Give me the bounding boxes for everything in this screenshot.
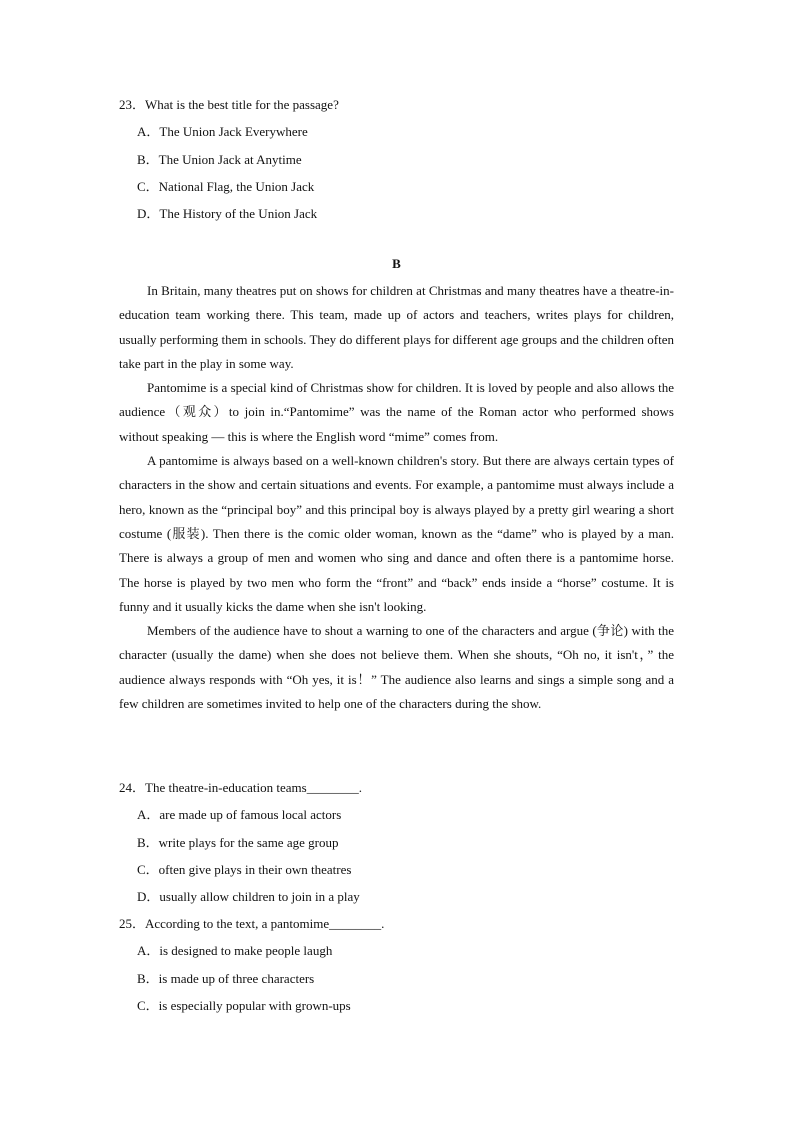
question-25-option-b: B．is made up of three characters (137, 971, 315, 986)
reading-passage-b (119, 279, 674, 716)
passage-paragraph-1: In Britain, many theatres put on shows for children at Christmas and many theatres have a theatre-in-education team working there. This team, made up of actors and teachers, writes plays for children, usually performing them in schools. They do different plays for different age groups and the children often take part in the play in some way. (119, 283, 674, 371)
question-24-option-d: D．usually allow children to join in a play (137, 889, 360, 904)
passage-paragraph-4: Members of the audience have to shout a warning to one of the characters and argue (争论) with the character (usually the dame) when she does not believe them. When she shouts, “Oh no, it isn't，” the audience always responds with “Oh yes, it is！” The audience also learns and sings a simple song and a few children are sometimes invited to help one of the characters during the show. (119, 623, 674, 712)
question-24-option-c: C．often give plays in their own theatres (137, 862, 352, 877)
question-23-option-a: A．The Union Jack Everywhere (137, 124, 308, 139)
question-24-option-a: A．are made up of famous local actors (137, 807, 342, 822)
question-24-stem: 24．The theatre-in-education teams________. (119, 780, 362, 795)
question-23-option-b: B．The Union Jack at Anytime (137, 152, 302, 167)
question-23-option-c: C．National Flag, the Union Jack (137, 179, 315, 194)
question-25-option-c: C．is especially popular with grown-ups (137, 998, 351, 1013)
question-25-option-a: A．is designed to make people laugh (137, 943, 333, 958)
question-25-stem: 25．According to the text, a pantomime________. (119, 916, 385, 931)
question-23-option-d: D．The History of the Union Jack (137, 206, 318, 221)
question-23-stem: 23．What is the best title for the passage? (119, 97, 339, 112)
question-24-option-b: B．write plays for the same age group (137, 835, 339, 850)
passage-paragraph-2: Pantomime is a special kind of Christmas show for children. It is loved by people and also allows the audience（观众）to join in.“Pantomime” was the name of the Roman actor who performed shows without speaking — this is where the English word “mime” comes from. (119, 380, 674, 444)
passage-paragraph-3: A pantomime is always based on a well-known children's story. But there are always certain types of characters in the show and certain situations and events. For example, a pantomime must always include a hero, known as the “principal boy” and this principal boy is always played by a pretty girl wearing a short costume (服装). Then there is the comic older woman, known as the “dame” who is played by a man. There is always a group of men and women who sing and dance and often there is a pantomime horse. The horse is played by two men who form the “front” and “back” ends inside a “horse” costume. It is funny and it usually kicks the dame when she isn't looking. (119, 453, 674, 614)
section-b-heading: B (392, 256, 401, 271)
